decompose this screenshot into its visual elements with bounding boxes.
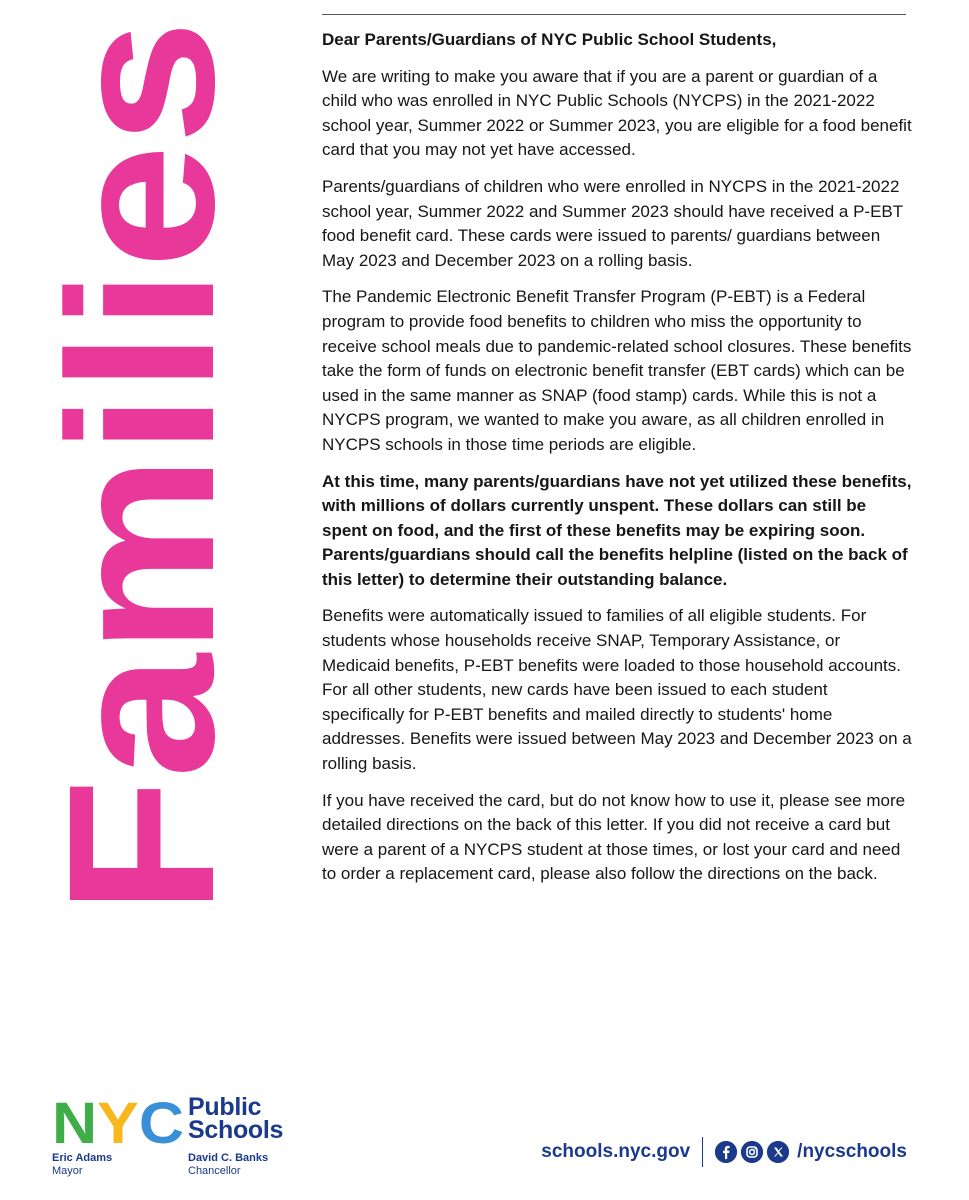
chancellor-title: Chancellor: [188, 1164, 241, 1177]
paragraph-card-issued: Parents/guardians of children who were enrolled in NYCPS in the 2021-2022 school year, Summer 2022 and Summer 2023 should have received a P-EBT food benefit card. These cards were issued to parents/ guardians between May 2023 and December 2023 on a rolling basis.: [322, 176, 903, 270]
social-handle[interactable]: /nycschools: [797, 1141, 907, 1162]
website-link[interactable]: schools.nyc.gov: [541, 1141, 691, 1162]
nyc-logo-icon: [52, 1091, 186, 1156]
logo-letter-y: Y: [97, 1091, 136, 1156]
wordmark-public: Public: [188, 1093, 262, 1121]
top-divider: [322, 14, 906, 15]
footer-contact: [541, 1136, 907, 1168]
mayor-title: Mayor: [52, 1164, 83, 1177]
paragraph-eligibility: We are writing to make you aware that if you are a parent or guardian of a child who was enrolled in NYC Public Schools (NYCPS) in the 2021-2022 school year, Summer 2022 or Summer 2023, you are eligible for a food benefit card that you may not yet have accessed.: [322, 66, 912, 160]
chancellor-credit: [188, 1152, 268, 1177]
mayor-credit: [52, 1152, 112, 1177]
chancellor-name: David C. Banks: [188, 1152, 269, 1164]
letter-body: [322, 28, 912, 899]
public-schools-wordmark: [188, 1093, 284, 1144]
paragraph-program-description: The Pandemic Electronic Benefit Transfer Program (P-EBT) is a Federal program to provide food benefits to children who miss the opportunity to receive school meals due to pandemic-related school closures. These benefits take the form of funds on electronic benefit transfer (EBT cards) which can be used in the same manner as SNAP (food stamp) cards. While this is not a NYCPS program, we wanted to make you aware, as all children enrolled in NYCPS schools in those time periods are eligible.: [322, 287, 912, 454]
facebook-icon[interactable]: [715, 1141, 737, 1163]
letter-salutation: Dear Parents/Guardians of NYC Public School Students,: [322, 30, 777, 49]
logo-letter-c: C: [138, 1091, 181, 1156]
paragraph-automatic-issuance: Benefits were automatically issued to families of all eligible students. For students whose households receive SNAP, Temporary Assistance, or Medicaid benefits, P-EBT benefits were loaded to those household accounts. For all other students, new cards have been issued to each student specifically for P-EBT benefits and mailed directly to students' home addresses. Benefits were issued between May 2023 and December 2023 on a rolling basis.: [322, 606, 912, 774]
logo-letter-n: N: [52, 1091, 94, 1156]
svg-text:NYC: [52, 1091, 184, 1156]
instagram-icon[interactable]: [741, 1141, 763, 1163]
families-banner-graphic: [26, 10, 258, 915]
paragraph-directions: If you have received the card, but do not know how to use it, please see more detailed directions on the back of this letter. If you did not receive a card but were a parent of a NYCPS student at those times, or lost your card and need to order a replacement card, please also follow the directions on the back.: [322, 790, 906, 884]
nyc-public-schools-logo: [52, 1091, 312, 1184]
families-banner-text: Families: [26, 82, 258, 915]
x-icon[interactable]: [767, 1141, 789, 1163]
wordmark-schools: Schools: [188, 1116, 284, 1144]
families-banner: [26, 10, 258, 915]
paragraph-unspent-benefits: At this time, many parents/guardians have not yet utilized these benefits, with millions of dollars currently unspent. These dollars can still be spent on food, and the first of these benefits may be expiring soon. Parents/guardians should call the benefits helpline (listed on the back of this letter) to determine their outstanding balance.: [322, 471, 912, 589]
mayor-name: Eric Adams: [52, 1152, 113, 1164]
footer-divider: [702, 1137, 703, 1167]
